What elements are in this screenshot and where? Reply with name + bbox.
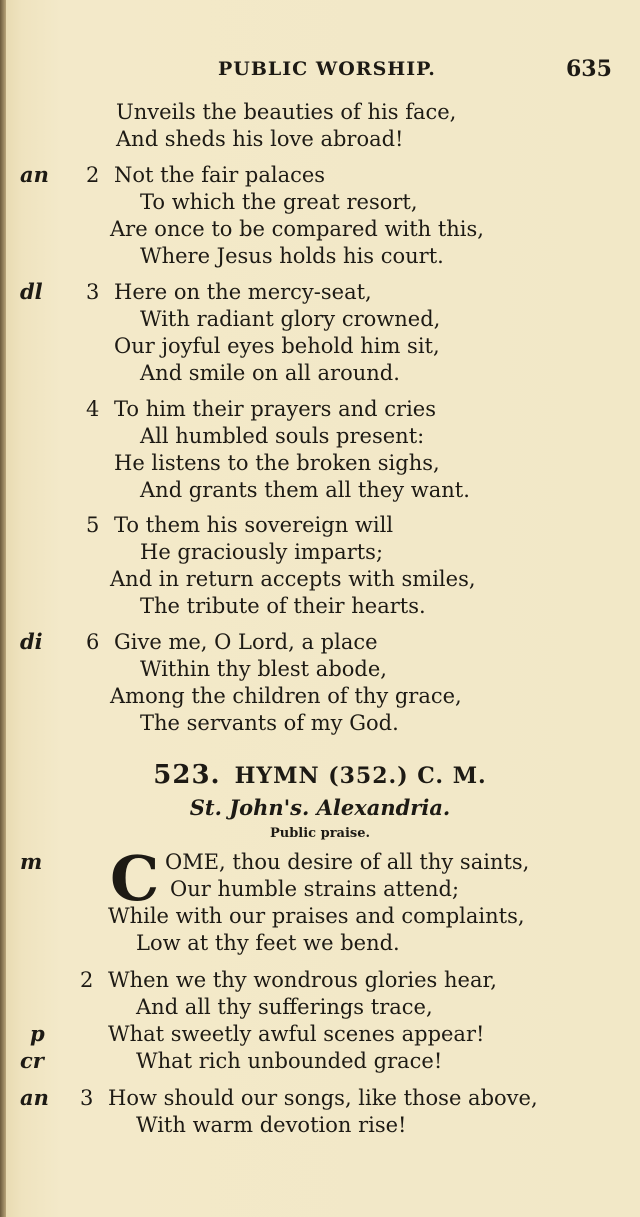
verse-line	[0, 242, 640, 270]
stanza-number: 2	[80, 968, 94, 992]
verse-line	[0, 993, 640, 1021]
page-header	[0, 56, 640, 86]
stanza-number: 3	[86, 280, 100, 304]
verse-text: Where Jesus holds his court.	[140, 244, 444, 268]
verse-line	[0, 188, 640, 216]
page-number: 635	[566, 56, 612, 82]
verse-text: Our humble strains attend;	[170, 877, 460, 901]
verse-text: And all thy sufferings trace,	[136, 995, 433, 1019]
verse-text: While with our praises and complaints,	[108, 904, 525, 928]
stanza-number: 2	[86, 163, 100, 187]
verse-line	[0, 902, 640, 930]
verse-text: To them his sovereign will	[114, 513, 394, 537]
verse-line	[0, 565, 640, 593]
verse-line	[0, 332, 640, 360]
verse-text: Our joyful eyes behold him sit,	[114, 334, 440, 358]
verse-line	[0, 511, 640, 539]
verse-line	[0, 476, 640, 504]
stanza-number: 3	[80, 1086, 94, 1110]
verse-line	[0, 682, 640, 710]
verse-text: Unveils the beauties of his face,	[116, 100, 457, 124]
verse-line	[0, 449, 640, 477]
verse-text: Not the fair palaces	[114, 163, 326, 187]
verse-text: To him their prayers and cries	[114, 397, 437, 421]
verse-line	[0, 1047, 640, 1075]
verse-text: He graciously imparts;	[140, 540, 384, 564]
verse-line	[0, 628, 640, 656]
verse-text: The tribute of their hearts.	[140, 594, 426, 618]
dynamic-mark: an	[20, 1085, 49, 1110]
verse-text: Are once to be compared with this,	[110, 217, 484, 241]
verse-line	[0, 359, 640, 387]
verse-text: What rich unbounded grace!	[136, 1049, 443, 1073]
dynamic-mark: m	[20, 849, 43, 874]
tune-names: St. John's. Alexandria.	[189, 795, 451, 820]
dynamic-mark: an	[20, 162, 49, 187]
verse-line	[0, 161, 640, 189]
verse-text: Within thy blest abode,	[140, 657, 387, 681]
verse-line	[0, 98, 640, 126]
verse-text: With warm devotion rise!	[136, 1113, 407, 1137]
verse-line	[0, 395, 640, 423]
verse-text: He listens to the broken sighs,	[114, 451, 440, 475]
verse-text: The servants of my God.	[140, 711, 399, 735]
verse-text: How should our songs, like those above,	[108, 1086, 538, 1110]
verse-text: Low at thy feet we bend.	[136, 931, 400, 955]
verse-line	[0, 848, 640, 876]
verse-line	[0, 538, 640, 566]
verse-line	[0, 875, 640, 903]
verse-text: When we thy wondrous glories hear,	[108, 968, 497, 992]
verse-text: And in return accepts with smiles,	[110, 567, 476, 591]
hymn-subject: Public praise.	[269, 826, 371, 841]
verse-line	[0, 305, 640, 333]
stanza-number: 5	[86, 513, 100, 537]
verse-line	[0, 1020, 640, 1048]
verse-text: Among the children of thy grace,	[110, 684, 462, 708]
verse-text: OME, thou desire of all thy saints,	[165, 850, 530, 874]
verse-text: To which the great resort,	[140, 190, 418, 214]
verse-line	[0, 1111, 640, 1139]
verse-text: All humbled souls present:	[140, 424, 425, 448]
verse-line	[0, 709, 640, 737]
dynamic-mark: p	[30, 1021, 45, 1046]
verse-line	[0, 215, 640, 243]
verse-line	[0, 125, 640, 153]
verse-text: And grants them all they want.	[140, 478, 470, 502]
dynamic-mark: cr	[20, 1048, 44, 1073]
verse-line	[0, 422, 640, 450]
stanza-number: 4	[86, 397, 100, 421]
verse-text: What sweetly awful scenes appear!	[108, 1022, 485, 1046]
verse-text: And sheds his love abroad!	[116, 127, 404, 151]
running-head: PUBLIC WORSHIP.	[218, 58, 436, 80]
verse-line	[0, 278, 640, 306]
dynamic-mark: dl	[20, 279, 43, 304]
stanza-number: 6	[86, 630, 100, 654]
verse-line	[0, 966, 640, 994]
verse-text: And smile on all around.	[140, 361, 400, 385]
hymn-title: HYMN (352.) C. M.	[234, 763, 487, 789]
verse-text: Give me, O Lord, a place	[114, 630, 378, 654]
hymn-heading	[0, 760, 640, 790]
verse-line	[0, 592, 640, 620]
verse-text: Here on the mercy-seat,	[114, 280, 372, 304]
hymn-number: 523.	[153, 760, 221, 790]
verse-line	[0, 929, 640, 957]
drop-cap: C	[110, 842, 160, 915]
dynamic-mark: di	[20, 629, 43, 654]
verse-line	[0, 1084, 640, 1112]
verse-text: With radiant glory crowned,	[140, 307, 441, 331]
verse-line	[0, 655, 640, 683]
